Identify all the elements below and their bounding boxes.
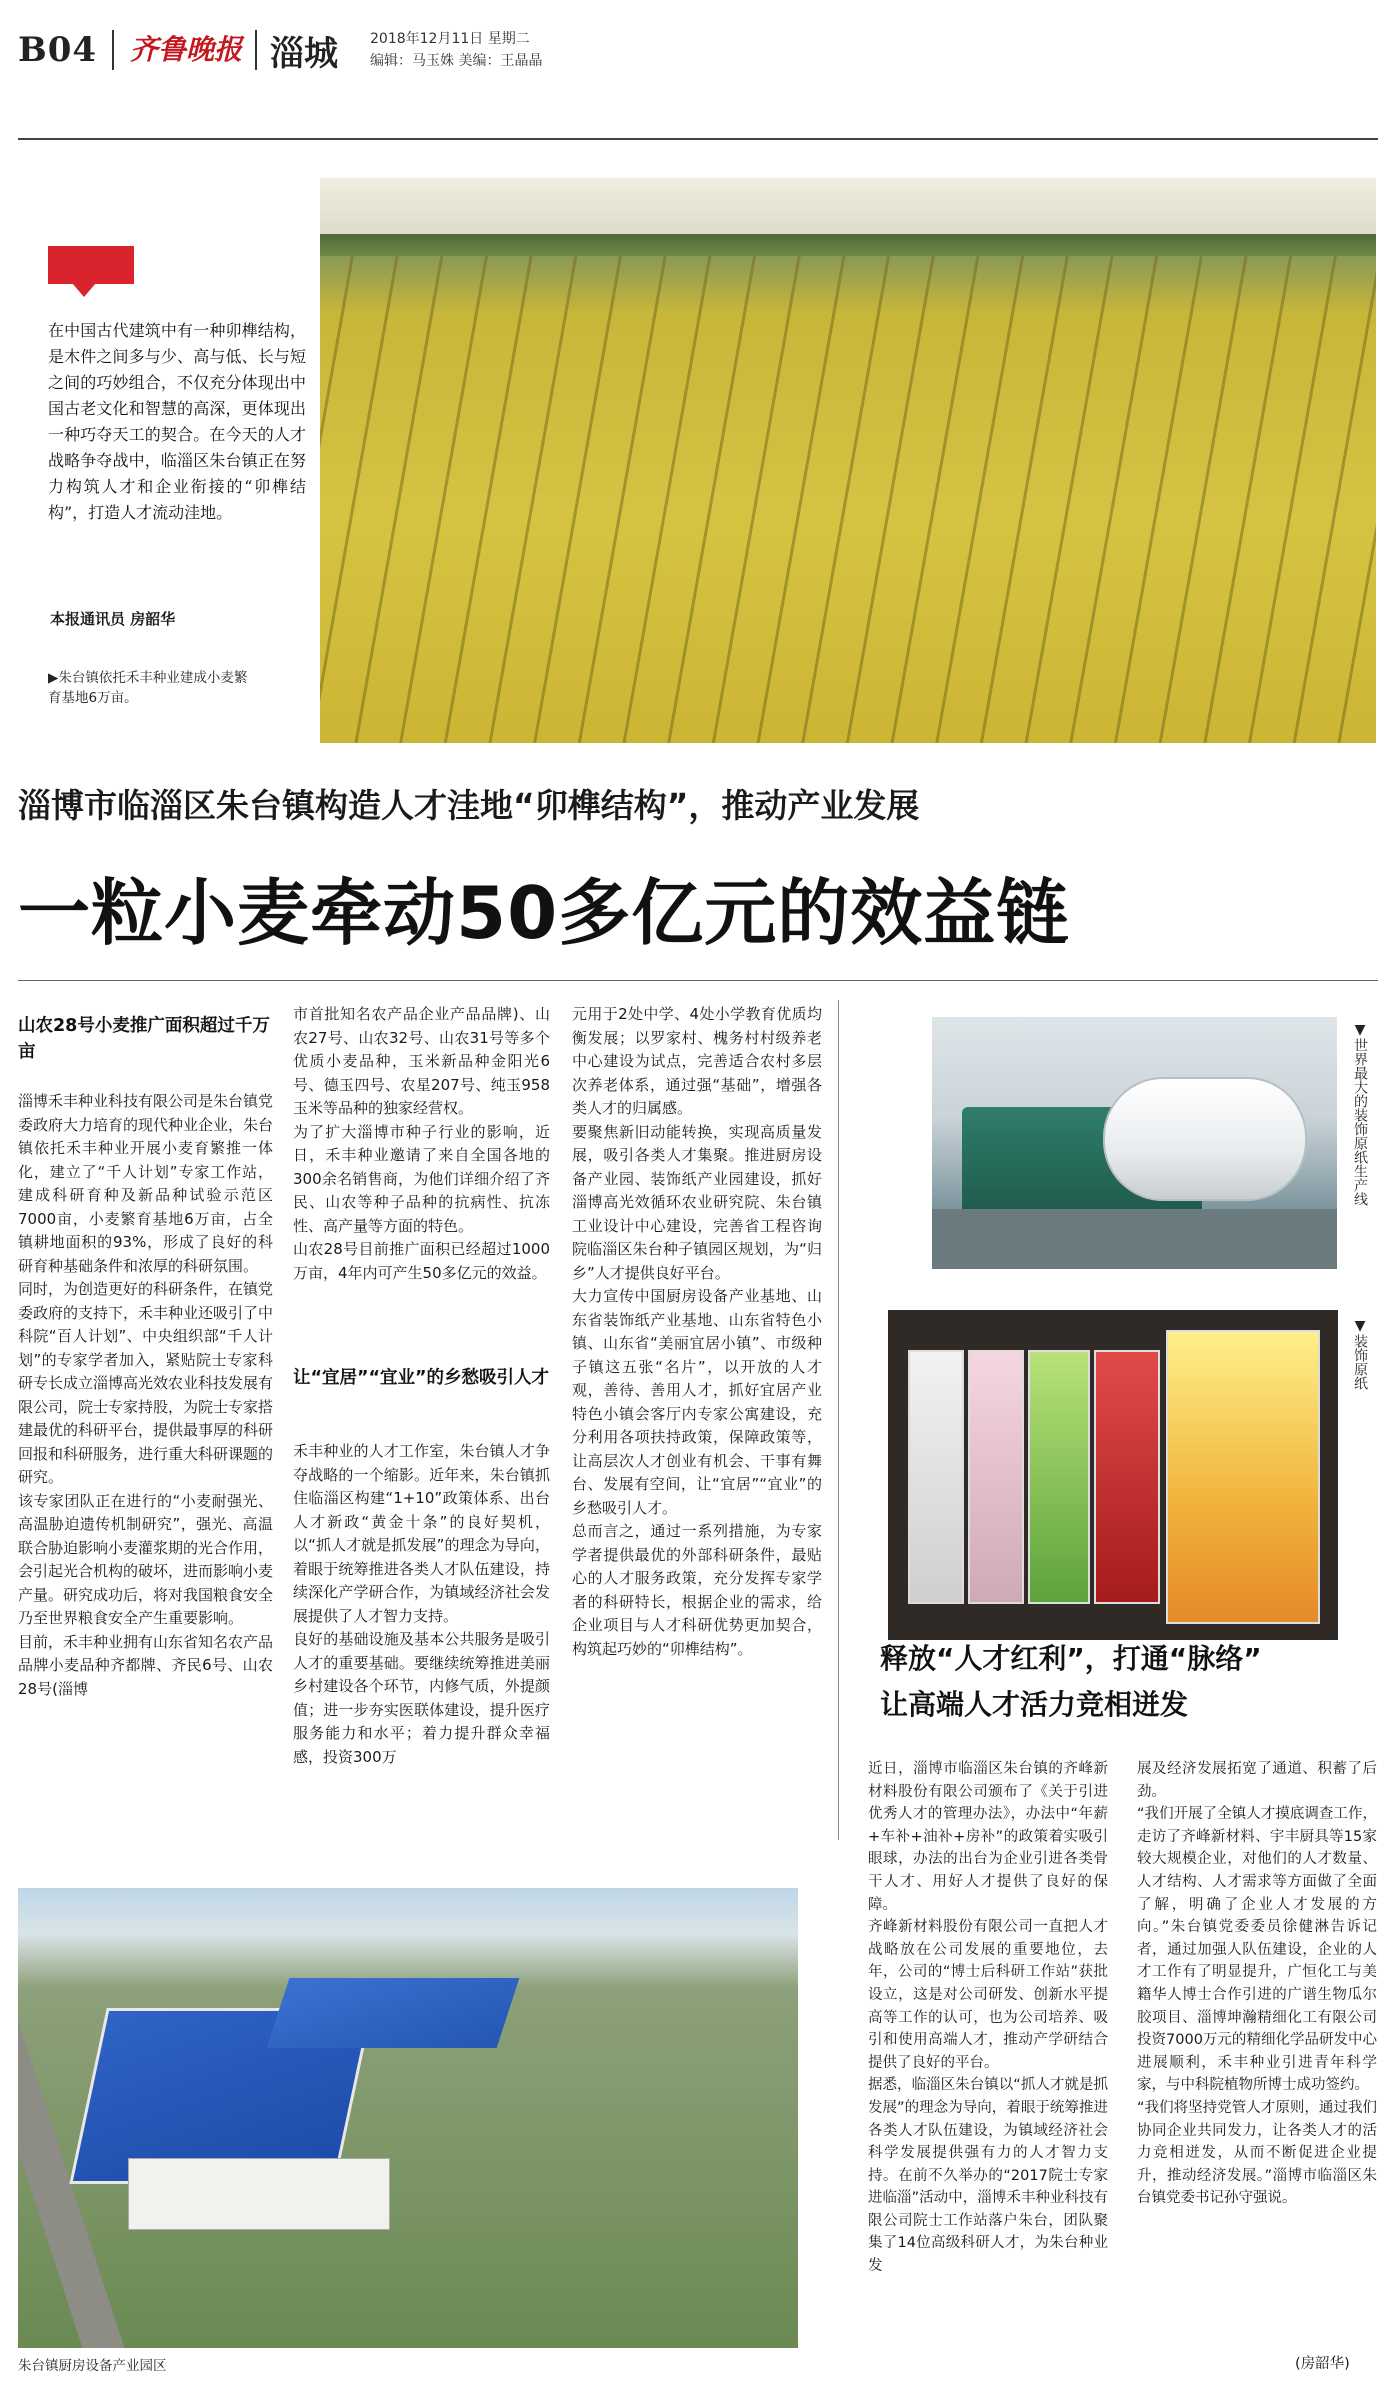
- right-headline-2: 让高端人才活力竞相迸发: [880, 1688, 1189, 1721]
- panel-yellow: [1166, 1330, 1320, 1624]
- factory-facade: [128, 2158, 390, 2230]
- date-line: 2018年12月11日 星期二: [370, 31, 530, 47]
- tree-line: [320, 234, 1376, 256]
- right-col-b: 展及经济发展拓宽了通道、积蓄了后劲。 “我们开展了全镇人才摸底调查工作，走访了齐峰新材料、宇丰厨具等15家较大规模企业，对他们的人才数量、人才结构、人才需求等方面做了全面了解，明确了企业人才发展的方向。”朱台镇党委委员徐健淋告诉记者，通过加强人队伍建设，企业的人才工作有了明显提升，广恒化工与美籍华人博士合作引进的广谱生物瓜尔胶项目、淄博坤瀚精细化工有限公司投资7000万元的精细化学品研发中心进展顺利，禾丰种业引进青年科学家，与中科院植物所博士成功签约。 “我们将坚持党管人才原则，通过我们协同企业共同发力，让各类人才的活力竞相迸发，从而不断促进企业提升，推动经济发展。”淄博市临淄区朱台镇党委书记孙守强说。: [1137, 1761, 1377, 2207]
- panel-pink: [968, 1350, 1024, 1604]
- factory-floor: [932, 1209, 1337, 1269]
- section-name: 淄城: [270, 34, 338, 74]
- paper-roll: [1103, 1077, 1307, 1201]
- col2-text-a: 市首批知名农产品企业产品品牌)、山农27号、山农32号、山农31号等多个优质小麦品种，玉米新品种金阳光6号、德玉四号、农星207号、纯玉958玉米等品种的独家经营权。 为了扩大淄博市种子行业的影响，近日，禾丰种业邀请了来自全国各地的300余名销售商，为他们详细介绍了齐民、山农等种子品种的抗病性、抗冻性、高产量等方面的特色。 山农28号目前推广面积已经超过1000万亩，4年内可产生50多亿元的效益。: [293, 1005, 550, 1282]
- panel-white: [908, 1350, 964, 1604]
- newspaper-masthead: 齐鲁晚报: [130, 33, 243, 66]
- column-divider: [838, 1000, 839, 1840]
- col2-text-b: 禾丰种业的人才工作室，朱台镇人才争夺战略的一个缩影。近年来，朱台镇抓住临淄区构建“1+10”政策体系、出台人才新政“黄金十条”的良好契机，以“抓人才就是抓发展”的理念为导向，着眼于统筹推进各类人才队伍建设，持续深化产学研合作，为镇域经济社会发展提供了人才智力支持。 良好的基础设施及基本公共服务是吸引人才的重要基础。要继续统筹推进美丽乡村建设各个环节，内修气质，外提颜值；进一步夯实医联体建设，提升医疗服务能力和水平；着力提升群众幸福感，投资300万: [293, 1442, 550, 1766]
- wheat-field-photo: [320, 178, 1376, 743]
- blue-roof-building: [267, 1978, 520, 2048]
- paper-line-caption: ▼世界最大的装饰原纸生产线: [1352, 1022, 1368, 1206]
- page-number: B04: [18, 30, 98, 70]
- right-headline-1: 释放“人才红利”，打通“脉络”: [880, 1642, 1262, 1675]
- header-rule: [18, 138, 1378, 140]
- byline: 本报通讯员 房韶华: [50, 610, 176, 628]
- intro-text: 在中国古代建筑中有一种卯榫结构，是木件之间多与少、高与低、长与短之间的巧妙组合，不仅充分体现出中国古老文化和智慧的高深，更体现出一种巧夺天工的契合。在今天的人才战略争夺战中，临淄区朱台镇正在努力构筑人才和企业衔接的“卯榫结构”，打造人才流动洼地。: [48, 321, 306, 522]
- paper-line-photo: [932, 1017, 1337, 1269]
- col1-text: 淄博禾丰种业科技有限公司是朱台镇党委政府大力培育的现代种业企业，朱台镇依托禾丰种业开展小麦育繁推一体化，建立了“千人计划”专家工作站，建成科研育种及新品种试验示范区7000亩，小麦繁育基地6万亩，占全镇耕地面积的93%，形成了良好的科研育种基础条件和浓厚的科研氛围。 同时，为创造更好的科研条件，在镇党委政府的支持下，禾丰种业还吸引了中科院“百人计划”、中央组织部“千人计划”的专家学者加入，紧贴院士专家科研专长成立淄博高光效农业科技发展有限公司，院士专家持股，为院士专家搭建最优的科研平台，提供最事厚的科研回报和科研服务，进行重大科研课题的研究。 该专家团队正在进行的“小麦耐强光、高温胁迫遗传机制研究”，强光、高温联合胁迫影响小麦灌浆期的光合作用，会引起光合机构的破坏，进而影响小麦产量。研究成功后，将对我国粮食安全乃至世界粮食安全产生重要影响。 目前，禾丰种业拥有山东省知名农产品品牌小麦品种齐都牌、齐民6号、山农28号(淄博: [18, 1092, 274, 1698]
- industrial-park-photo: [18, 1888, 798, 2348]
- kicker-headline: 淄博市临淄区朱台镇构造人才洼地“卯榫结构”，推动产业发展: [18, 786, 920, 825]
- decor-paper-caption: ▼装饰原纸: [1352, 1318, 1368, 1390]
- signoff: (房韶华): [1295, 2356, 1350, 2372]
- col2-subhead: 让“宜居”“宜业”的乡愁吸引人才: [293, 1368, 550, 1388]
- decor-paper-photo: [888, 1310, 1338, 1640]
- panel-red: [1094, 1350, 1160, 1604]
- main-headline: 一粒小麦牵动50多亿元的效益链: [18, 871, 1070, 955]
- col3-text: 元用于2处中学、4处小学教育优质均衡发展；以罗家村、槐务村村级养老中心建设为试点，完善适合农村多层次养老体系，通过强“基础”，增强各类人才的归属感。 要聚焦新旧动能转换，实现高质量发展，吸引各类人才集聚。推进厨房设备产业园、装饰纸产业园建设，抓好淄博高光效循环农业研究院、朱台镇工业设计中心建设，完善省工程咨询院临淄区朱台种子镇园区规划，为“归乡”人才提供良好平台。 大力宣传中国厨房设备产业基地、山东省装饰纸产业基地、山东省特色小镇、山东省“美丽宜居小镇”、市级种子镇这五张“名片”，以开放的人才观，善待、善用人才，抓好宜居产业特色小镇会客厅内专家公寓建设，充分利用各项扶持政策，保障政策等，让高层次人才创业有机会、干事有舞台、发展有空间，让“宜居”“宜业”的乡愁吸引人才。 总而言之，通过一系列措施，为专家学者提供最优的外部科研条件，最贴心的人才服务政策，充分发挥专家学者的科研特长，根据企业的需求，给企业项目与人才科研优势更加契合，构筑起巧妙的“卯榫结构”。: [572, 1005, 822, 1658]
- red-tag-pointer: [72, 283, 96, 297]
- header-divider: [112, 30, 114, 70]
- park-caption: 朱台镇厨房设备产业园区: [18, 2358, 167, 2374]
- editor-line: 编辑：马玉姝 美编：王晶晶: [370, 53, 543, 69]
- col1-subhead: 山农28号小麦推广面积超过千万亩: [18, 1016, 270, 1062]
- panel-green: [1028, 1350, 1090, 1604]
- headline-rule: [18, 980, 1378, 981]
- field-caption: ▶朱台镇依托禾丰种业建成小麦繁育基地6万亩。: [48, 670, 248, 706]
- header-divider: [255, 30, 257, 70]
- red-tag-icon: [48, 246, 134, 284]
- sky: [320, 178, 1376, 238]
- right-col-a: 近日，淄博市临淄区朱台镇的齐峰新材料股份有限公司颁布了《关于引进优秀人才的管理办法》，办法中“年薪+车补+油补+房补”的政策着实吸引眼球，办法的出台为企业引进各类骨干人才、用好人才提供了良好的保障。 齐峰新材料股份有限公司一直把人才战略放在公司发展的重要地位，去年，公司的“博士后科研工作站”获批设立，这是对公司研发、创新水平提高等工作的认可，也为公司培养、吸引和使用高端人才，推动产学研结合提供了良好的平台。 据悉，临淄区朱台镇以“抓人才就是抓发展”的理念为导向，着眼于统筹推进各类人才队伍建设，为镇域经济社会科学发展提供强有力的人才智力支持。在前不久举办的“2017院士专家进临淄”活动中，淄博禾丰种业科技有限公司院士工作站落户朱台，团队聚集了14位高级科研人才，为朱台种业发: [868, 1761, 1108, 2275]
